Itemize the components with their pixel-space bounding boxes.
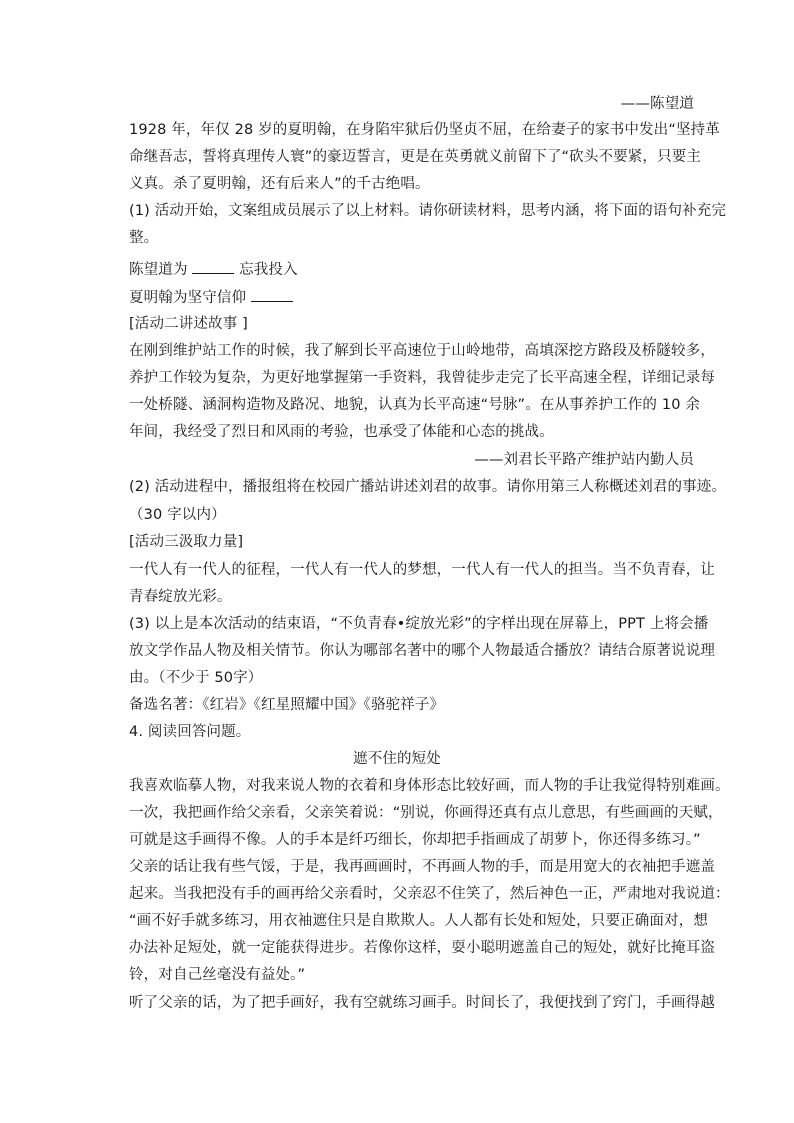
activity-2-title: [活动二讲述故事 ] — [129, 316, 248, 332]
fill-in-line-1 — [129, 259, 701, 280]
paragraph-line: 在刚到维护站工作的时候，我了解到长平高速位于山岭地带，高填深挖方路段及桥隧较多， — [129, 343, 715, 359]
answer-blank[interactable] — [251, 287, 293, 302]
fill-in-prefix: 陈望道为 — [129, 262, 193, 278]
fill-in-suffix: 忘我投入 — [234, 262, 298, 278]
activity-3-title: [活动三汲取力量] — [129, 534, 244, 550]
answer-blank[interactable] — [192, 259, 234, 274]
essay-title: 遮不住的短处 — [353, 751, 441, 767]
question-3-line: 放文学作品人物及相关情节。你认为哪部名著中的哪个人物最适合播放？请结合原著说说理 — [129, 643, 715, 659]
paragraph-line: 我喜欢临摹人物，对我来说人物的衣着和身体形态比较好画，而人物的手让我觉得特别难画。 — [129, 778, 730, 794]
question-3-line: 由。（不少于 50字） — [129, 670, 263, 686]
paragraph-line: 命继吾志，誓将真理传人寰”的豪迈誓言，更是在英勇就义前留下了“砍头不要紧，只要主 — [129, 149, 702, 165]
paragraph-line: 可就是这手画得不像。人的手本是纤巧细长，你却把手指画成了胡萝卜，你还得多练习。” — [129, 832, 701, 848]
paragraph-line: 办法补足短处，就一定能获得进步。若像你这样，耍小聪明遮盖自己的短处，就好比掩耳盗 — [129, 940, 715, 956]
paragraph-line: 听了父亲的话，为了把手画好，我有空就练习画手。时间长了，我便找到了窍门，手画得越 — [129, 995, 715, 1011]
paragraph-line: 一次，我把画作给父亲看，父亲笑着说：“别说，你画得还真有点儿意思，有些画画的天赋， — [129, 805, 723, 821]
paragraph-line: 铃，对自己丝毫没有益处。” — [129, 967, 306, 983]
fill-in-line-2 — [129, 287, 701, 308]
paragraph-line: “画不好手就多练习，用衣袖遮住只是自欺欺人。人人都有长处和短处，只要正确面对，想 — [129, 913, 709, 929]
question-1-line: 整。 — [129, 230, 159, 246]
paragraph-line: 年间，我经受了烈日和风雨的考验，也承受了体能和心态的挑战。 — [129, 424, 554, 440]
fill-in-prefix: 夏明翰为坚守信仰 — [129, 290, 251, 306]
paragraph-line: 一代人有一代人的征程，一代人有一代人的梦想，一代人有一代人的担当。当不负青春，让 — [129, 562, 715, 578]
question-2-line: (2) 活动进程中，播报组将在校园广播站讲述刘君的故事。请你用第三人称概述刘君的事迹。 — [129, 479, 727, 495]
paragraph-line: 1928 年，年仅 28 岁的夏明翰，在身陷牢狱后仍坚贞不屈，在给妻子的家书中发出“坚持革 — [129, 122, 720, 138]
question-1-line: (1) 活动开始，文案组成员展示了以上材料。请你研读材料，思考内涵，将下面的语句补充完 — [129, 203, 727, 219]
paragraph-line: 青春绽放光彩。 — [129, 589, 232, 605]
question-4-label: 4. 阅读回答问题。 — [129, 724, 251, 740]
paragraph-line: 起来。当我把没有手的画再给父亲看时，父亲忍不住笑了，然后神色一正，严肃地对我说道： — [129, 886, 730, 902]
paragraph-line: 养护工作较为复杂，为更好地掌握第一手资料，我曾徒步走完了长平高速全程，详细记录每 — [129, 370, 715, 386]
paragraph-line: 义真。杀了夏明翰，还有后来人”的千古绝唱。 — [129, 176, 430, 192]
source1-attribution: ——陈望道 — [620, 96, 694, 112]
paragraph-line: 一处桥隧、涵洞构造物及路况、地貌，认真为长平高速“号脉”。在从事养护工作的 10 余 — [129, 397, 700, 413]
question-2-line: （30 字以内） — [129, 507, 226, 523]
candidate-books: 备选名著：《红岩》《红星照耀中国》《骆驼祥子》 — [129, 697, 445, 713]
activity-2-attribution: ——刘君长平路产维护站内勤人员 — [474, 452, 694, 468]
question-3-line: (3) 以上是本次活动的结束语，“不负青春•绽放光彩”的字样出现在屏幕上，PPT 上将会播 — [129, 616, 709, 632]
paragraph-line: 父亲的话让我有些气馁，于是，我再画画时，不再画人物的手，而是用宽大的衣袖把手遮盖 — [129, 859, 715, 875]
